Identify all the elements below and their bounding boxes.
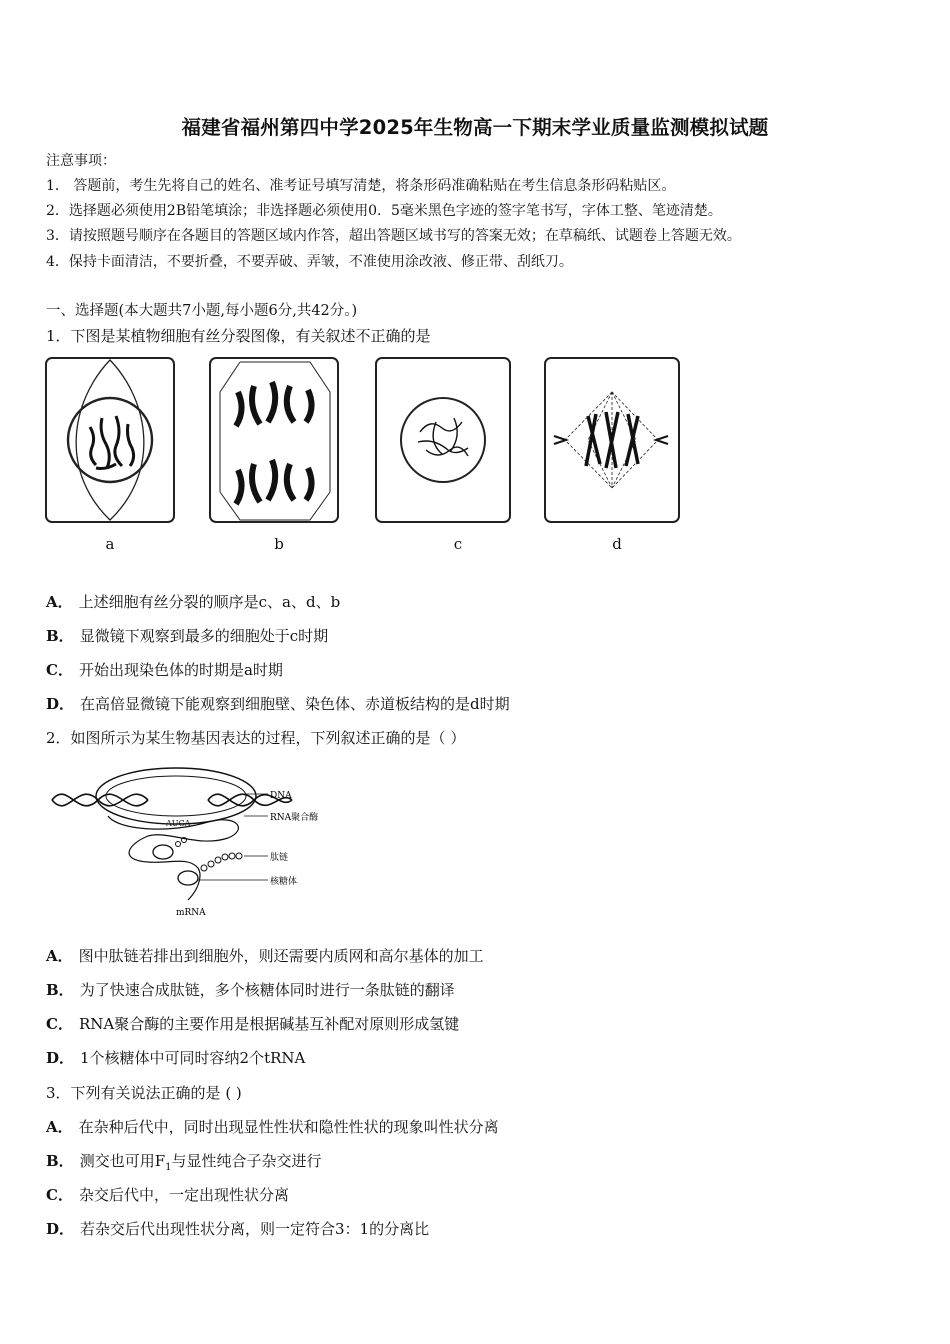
q3-option-b: B． 测交也可用$F_1$与显性纯合子杂交进行 xyxy=(46,1152,322,1173)
q1-option-d: D． 在高倍显微镜下能观察到细胞壁、染色体、赤道板结构的是d时期 xyxy=(46,695,510,713)
figure-label-d: d xyxy=(612,535,622,553)
cell-d-image xyxy=(545,358,679,522)
question-1-stem: 1．下图是某植物细胞有丝分裂图像，有关叙述不正确的是 xyxy=(46,327,431,345)
cell-a-image xyxy=(46,358,174,522)
label-rna-polymerase: RNA聚合酶 xyxy=(270,813,319,823)
cell-b-image xyxy=(210,358,338,522)
q2-option-c: C． RNA聚合酶的主要作用是根据碱基互补配对原则形成氢键 xyxy=(46,1015,460,1033)
notice-item: 1． 答题前，考生先将自己的姓名、准考证号填写清楚，将条形码准确粘贴在考生信息条形码粘贴区。 xyxy=(46,178,676,194)
label-peptide: 肽链 xyxy=(270,853,289,863)
question-2-stem: 2．如图所示为某生物基因表达的过程，下列叙述正确的是（ ） xyxy=(46,729,466,747)
q1-option-a: A． 上述细胞有丝分裂的顺序是c、a、d、b xyxy=(46,593,341,611)
mitosis-figure xyxy=(40,352,690,527)
figure-label-b: b xyxy=(274,535,284,553)
label-dna: DNA xyxy=(270,791,292,801)
page-title: 福建省福州第四中学2025年生物高一下期末学业质量监测模拟试题 xyxy=(181,116,769,139)
q1-option-c: C． 开始出现染色体的时期是a时期 xyxy=(46,661,283,679)
q3-option-c: C． 杂交后代中，一定出现性状分离 xyxy=(46,1186,289,1204)
gene-expression-figure xyxy=(48,760,348,920)
label-mrna: mRNA xyxy=(176,908,206,918)
question-3-stem: 3．下列有关说法正确的是 ( ) xyxy=(46,1084,242,1102)
notice-item: 3．请按照题号顺序在各题目的答题区域内作答，超出答题区域书写的答案无效；在草稿纸、试题卷上答题无效。 xyxy=(46,228,741,244)
figure-label-c: c xyxy=(453,535,463,553)
q2-option-a: A． 图中肽链若排出到细胞外，则还需要内质网和高尔基体的加工 xyxy=(46,947,484,965)
mrna-sequence-label: AUCA xyxy=(166,819,191,828)
q1-option-b: B． 显微镜下观察到最多的细胞处于c时期 xyxy=(46,627,329,645)
q2-option-b: B． 为了快速合成肽链，多个核糖体同时进行一条肽链的翻译 xyxy=(46,981,455,999)
cell-c-image xyxy=(376,358,510,522)
figure-label-a: a xyxy=(105,535,115,553)
label-ribosome: 核糖体 xyxy=(270,877,298,887)
notice-item: 2．选择题必须使用2B铅笔填涂；非选择题必须使用0．5毫米黑色字迹的签字笔书写，字体工整、笔迹清楚。 xyxy=(46,203,722,219)
notice-item: 4．保持卡面清洁，不要折叠，不要弄破、弄皱，不准使用涂改液、修正带、刮纸刀。 xyxy=(46,254,573,270)
q3-option-d: D． 若杂交后代出现性状分离，则一定符合3：1的分离比 xyxy=(46,1220,430,1238)
q3-option-a: A． 在杂种后代中，同时出现显性性状和隐性性状的现象叫性状分离 xyxy=(46,1118,499,1136)
section-heading: 一、选择题(本大题共7小题,每小题6分,共42分。) xyxy=(46,303,358,319)
q2-option-d: D． 1个核糖体中可同时容纳2个tRNA xyxy=(46,1049,306,1067)
notice-heading: 注意事项： xyxy=(46,153,116,169)
